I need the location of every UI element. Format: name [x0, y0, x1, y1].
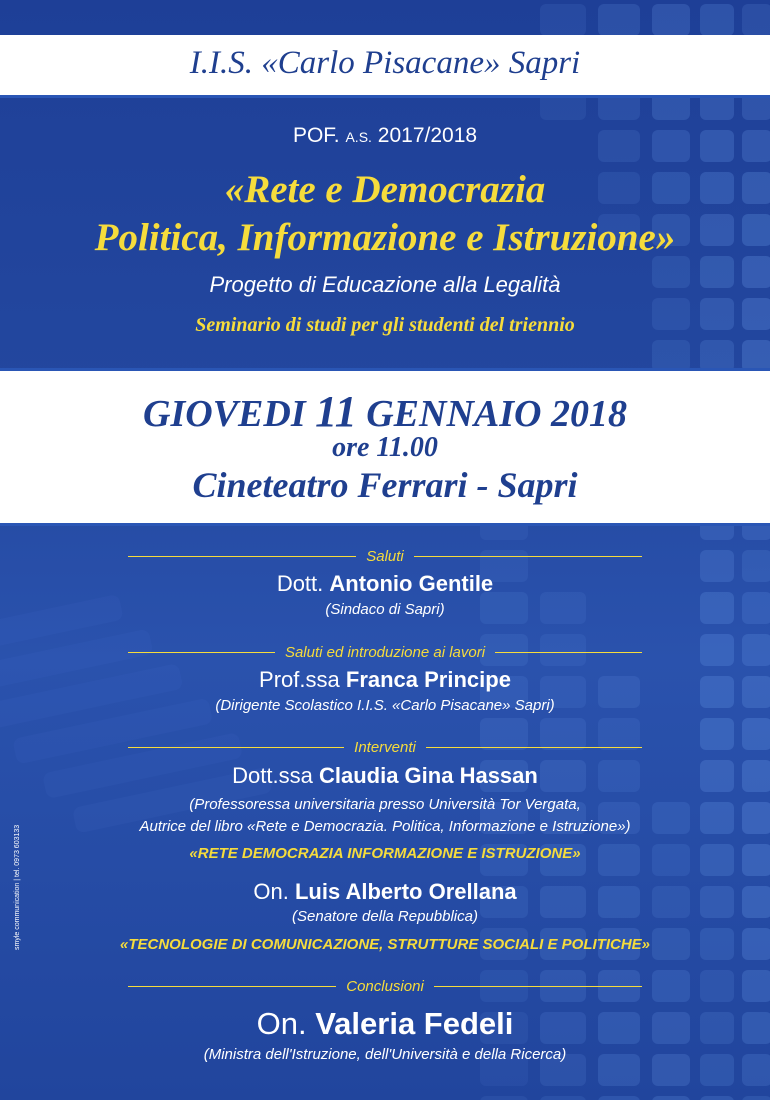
section-label: Saluti	[366, 547, 404, 565]
event-venue: Cineteatro Ferrari - Sapri	[192, 465, 578, 505]
section-divider-conclusioni	[128, 976, 642, 996]
speaker-title: On.	[256, 1006, 307, 1041]
divider-line	[426, 747, 642, 748]
pof-label: POF.	[292, 124, 340, 147]
speaker-name: Antonio Gentile	[329, 571, 494, 596]
speaker-role: (Ministra dell'Istruzione, dell'Università e della Ricerca)	[203, 1046, 567, 1063]
speaker-role-line2: Autrice del libro «Rete e Democrazia. Politica, Informazione e Istruzione»)	[139, 818, 631, 835]
speaker-role-line1: (Professoressa universitaria presso Università Tor Vergata,	[189, 796, 581, 813]
school-name: I.I.S. «Carlo Pisacane» Sapri	[189, 45, 581, 81]
section-divider-saluti	[128, 546, 642, 566]
divider-line	[128, 556, 356, 557]
section-label: Saluti ed introduzione ai lavori	[284, 643, 486, 661]
speaker-title: Dott.	[276, 571, 324, 596]
speaker-fedeli	[0, 1006, 770, 1042]
talk-topic: «RETE DEMOCRAZIA INFORMAZIONE E ISTRUZIONE»	[189, 845, 581, 862]
event-day: 11	[315, 387, 357, 436]
seminar-title-line2: Politica, Informazione e Istruzione»	[94, 216, 676, 259]
seminar-subtitle: Seminario di studi per gli studenti del triennio	[195, 314, 575, 336]
divider-line	[128, 986, 336, 987]
pof-line	[0, 124, 770, 148]
speaker-gentile	[0, 571, 770, 597]
speaker-orellana	[0, 879, 770, 905]
speaker-name: Luis Alberto Orellana	[294, 879, 517, 904]
speaker-name: Franca Principe	[345, 667, 511, 692]
speaker-title: Prof.ssa	[259, 667, 340, 692]
section-divider-interventi	[128, 737, 642, 757]
divider-line	[434, 986, 642, 987]
speaker-title: Dott.ssa	[232, 763, 313, 788]
seminar-title-line1: «Rete e Democrazia	[224, 168, 546, 211]
school-year: 2017/2018	[377, 124, 478, 147]
school-year-label: A.S.	[345, 129, 372, 145]
section-divider-introduzione	[128, 642, 642, 662]
event-time: ore 11.00	[332, 432, 438, 463]
divider-line	[495, 652, 642, 653]
project-name: Progetto di Educazione alla Legalità	[209, 272, 561, 297]
speaker-role: (Sindaco di Sapri)	[325, 601, 445, 618]
divider-line	[128, 652, 275, 653]
speaker-principe	[0, 667, 770, 693]
divider-line	[128, 747, 344, 748]
speaker-name: Valeria Fedeli	[315, 1006, 514, 1041]
event-date	[0, 386, 770, 437]
section-label: Conclusioni	[346, 977, 424, 995]
printer-credit: smyle communication | tel. 0973 603133	[14, 824, 21, 950]
speaker-role: (Dirigente Scolastico I.I.S. «Carlo Pisacane» Sapri)	[215, 697, 555, 714]
speaker-role: (Senatore della Repubblica)	[292, 908, 478, 925]
speaker-hassan	[0, 763, 770, 789]
section-label: Interventi	[354, 738, 416, 756]
speaker-name: Claudia Gina Hassan	[318, 763, 538, 788]
divider-line	[414, 556, 642, 557]
event-weekday: GIOVEDI	[143, 393, 306, 435]
speaker-title: On.	[253, 879, 289, 904]
event-month-year: GENNAIO 2018	[366, 393, 627, 435]
talk-topic: «TECNOLOGIE DI COMUNICAZIONE, STRUTTURE SOCIALI E POLITICHE»	[119, 936, 651, 953]
